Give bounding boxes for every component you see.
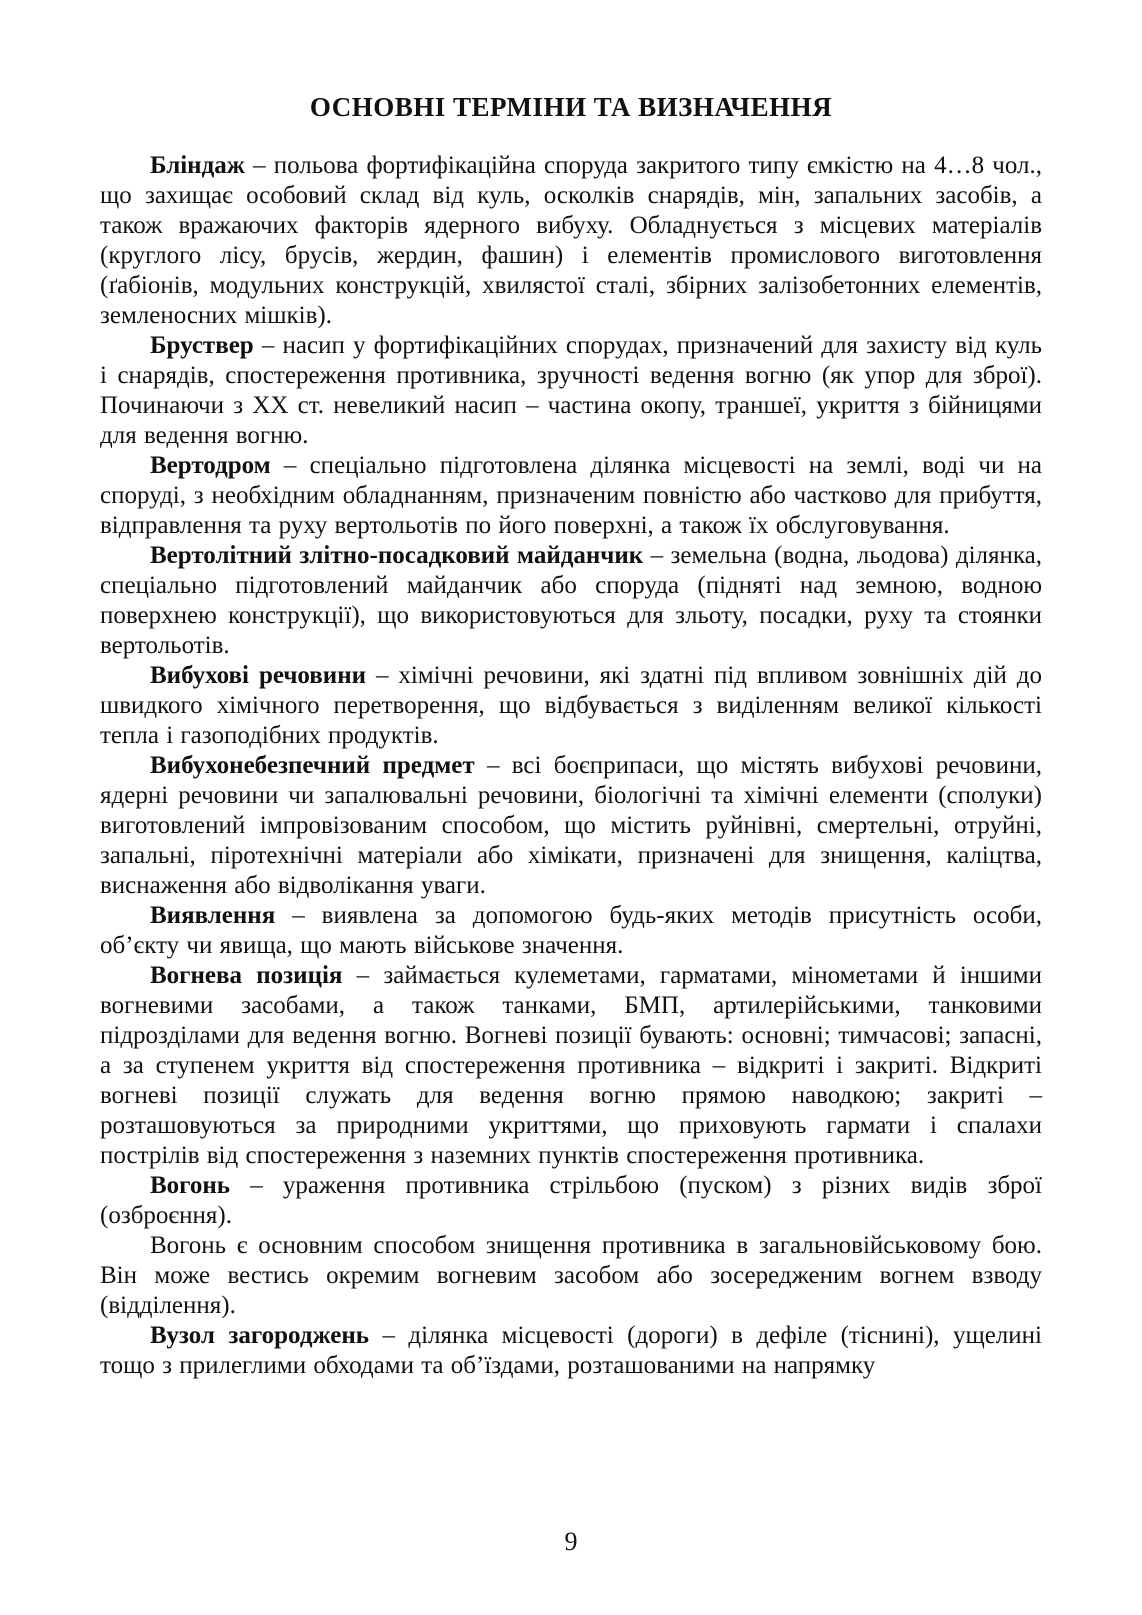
definition-paragraph	[100, 451, 1042, 541]
definition-text: – ділянка місцевості (дороги) в дефіле (тіснині), ущелині тощо з прилеглими обходами та об’їздами, розташованими на напрямку	[100, 1322, 1042, 1379]
definition-paragraph	[100, 1171, 1042, 1231]
definition-text: – займається кулеметами, гарматами, мінометами й іншими вогневими засобами, а також танками, БМП, артилерійськими, танковими підрозділами для ведення вогню. Вогневі позиції бувають: основні; тимчасові; запасні, а за ступенем укриття від спостереження противника – відкриті і закриті. Відкриті вогневі позиції служать для ведення вогню прямою наводкою; закриті – розташовуються за природними укриттями, що приховують гармати і спалахи пострілів від спостереження з наземних пунктів спостереження противника.	[100, 962, 1042, 1169]
definition-paragraph	[100, 151, 1042, 331]
term-label: Вертолітний злітно-посадковий майданчик	[150, 542, 644, 569]
definition-paragraph	[100, 661, 1042, 751]
definition-text: – ураження противника стрільбою (пуском) з різних видів зброї (озброєння).	[100, 1172, 1043, 1229]
definition-text: – насип у фортифікаційних спорудах, призначений для захисту від куль і снарядів, спостереження противника, зручності ведення вогню (як упор для зброї). Починаючи з XX ст. невеликий насип – частина окопу, траншеї, укриття з бійницями для ведення вогню.	[100, 332, 1042, 449]
definition-text: – хімічні речовини, які здатні під впливом зовнішніх дій до швидкого хімічного перетворення, що відбувається з виділенням великої кількості тепла і газоподібних продуктів.	[100, 662, 1042, 749]
page-title: ОСНОВНІ ТЕРМІНИ ТА ВИЗНАЧЕННЯ	[309, 92, 833, 122]
definition-paragraph	[100, 331, 1042, 451]
definition-text: – виявлена за допомогою будь-яких методів присутність особи, об’єкту чи явища, що мають військове значення.	[100, 902, 1043, 959]
definition-paragraph	[100, 541, 1042, 661]
term-label: Виявлення	[150, 902, 276, 929]
definition-text: – польова фортифікаційна споруда закритого типу ємкістю на 4…8 чол., що захищає особовий склад від куль, осколків снарядів, мін, запальних засобів, а також вражаючих факторів ядерного вибуху. Обладнується з місцевих матеріалів (круглого лісу, брусів, жердин, фашин) і елементів промислового виготовлення (ґабіонів, модульних конструкцій, хвилястої сталі, збірних залізобетонних елементів, земленосних мішків).	[100, 152, 1043, 329]
term-label: Бліндаж	[150, 152, 245, 179]
definition-text: Вогонь є основним способом знищення противника в загальновійськовому бою. Він може вестись окремим вогневим засобом або зосередженим вогнем взводу (відділення).	[100, 1232, 1042, 1319]
term-label: Вертодром	[150, 452, 271, 479]
definition-paragraph	[100, 901, 1042, 961]
term-label: Бруствер	[150, 332, 254, 359]
definition-paragraph	[100, 751, 1042, 901]
definition-text: – спеціально підготовлена ділянка місцевості на землі, воді чи на споруді, з необхідним обладнанням, призначеним повністю або частково для прибуття, відправлення та руху вертольотів по його поверхні, а також їх обслуговування.	[100, 452, 1042, 539]
definition-text: – земельна (водна, льодова) ділянка, спеціально підготовлений майданчик або споруда (підняті над земною, водною поверхнею конструкції), що використовуються для зльоту, посадки, руху та стоянки вертольотів.	[100, 542, 1042, 659]
term-label: Вогнева позиція	[150, 962, 343, 989]
definition-paragraph	[100, 1231, 1042, 1321]
definitions-list	[100, 151, 1042, 1381]
definition-paragraph	[100, 1321, 1042, 1381]
term-label: Вибухові речовини	[150, 662, 367, 689]
definition-paragraph	[100, 961, 1042, 1171]
page-number: 9	[564, 1527, 578, 1556]
term-label: Вогонь	[150, 1172, 231, 1199]
definition-text: – всі боєприпаси, що містять вибухові речовини, ядерні речовини чи запалювальні речовини, біологічні та хімічні елементи (сполуки) виготовлений імпровізованим способом, що містить руйнівні, смертельні, отруйні, запальні, піротехнічні матеріали або хімікати, призначені для знищення, каліцтва, виснаження або відволікання уваги.	[100, 752, 1042, 899]
term-label: Вибухонебезпечний предмет	[150, 752, 475, 779]
term-label: Вузол загороджень	[150, 1322, 369, 1349]
